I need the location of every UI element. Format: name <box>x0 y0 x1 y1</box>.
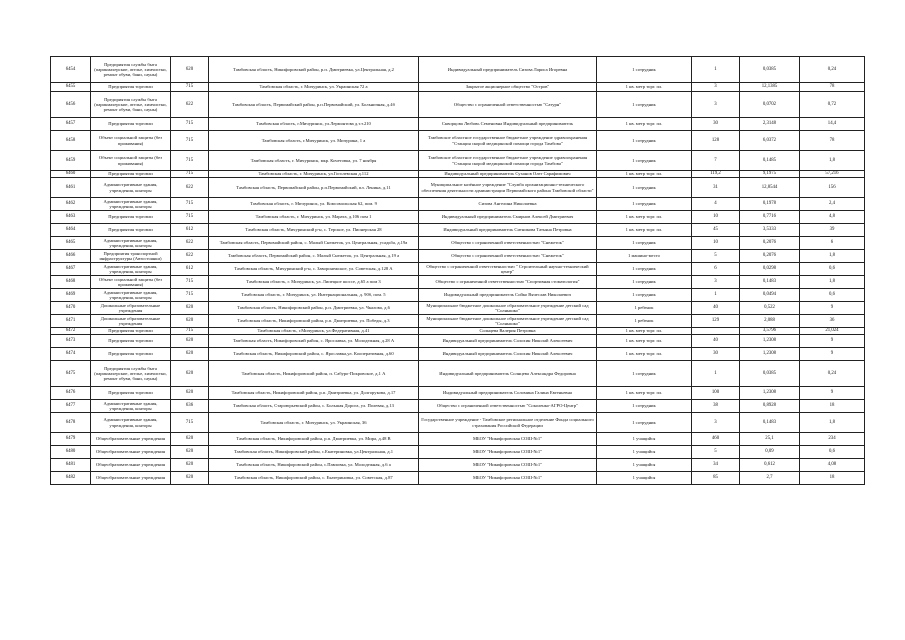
table-row <box>51 302 865 315</box>
norm-cell: 0,0385 <box>740 361 800 387</box>
code-cell: 715 <box>171 289 209 302</box>
unit-cell: 1 кв. метр торг. пл. <box>597 224 692 237</box>
unit-cell: 1 кв. метр торг. пл. <box>597 171 692 178</box>
owner-cell: Индивидуальный предприниматель Суханов Олег Сарафимович <box>419 171 597 178</box>
volume-cell: 39 <box>800 224 865 237</box>
norm-cell: 1,2308 <box>740 387 800 400</box>
norm-cell: 0,8928 <box>740 400 800 413</box>
data-table <box>50 56 865 485</box>
quantity-cell: 10 <box>692 237 740 250</box>
owner-cell: МБОУ "Никифоровская СОШ-№1" <box>419 433 597 446</box>
code-cell: 715 <box>171 328 209 335</box>
object-type-cell: Объект социальной защиты (без проживания) <box>91 151 171 171</box>
row-number-cell: 6474 <box>51 348 91 361</box>
table-row <box>51 131 865 151</box>
code-cell: 622 <box>171 237 209 250</box>
owner-cell: Индивидуальный предприниматель Солохин Николай Алексеевич <box>419 335 597 348</box>
unit-cell: 1 сотрудник <box>597 131 692 151</box>
table-row <box>51 224 865 237</box>
table-row <box>51 413 865 433</box>
row-number-cell: 6465 <box>51 237 91 250</box>
row-number-cell: 6459 <box>51 151 91 171</box>
unit-cell: 1 сотрудник <box>597 237 692 250</box>
table-row <box>51 276 865 289</box>
volume-cell: 9 <box>800 348 865 361</box>
row-number-cell: 6482 <box>51 472 91 485</box>
unit-cell: 1 кв. метр торг. пл. <box>597 348 692 361</box>
owner-cell: Индивидуальный предприниматель Ситникова Татьяна Петровна <box>419 224 597 237</box>
unit-cell: 1 учащийся <box>597 459 692 472</box>
code-cell: 715 <box>171 413 209 433</box>
unit-cell: 1 сотрудник <box>597 263 692 276</box>
table-row <box>51 387 865 400</box>
code-cell: 622 <box>171 92 209 118</box>
code-cell: 620 <box>171 57 209 83</box>
code-cell: 715 <box>171 83 209 92</box>
quantity-cell: 119,2 <box>692 171 740 178</box>
norm-cell: 9,1975 <box>740 171 800 178</box>
table-row <box>51 211 865 224</box>
address-cell: Тамбовская область, г. Мичуринск, ул. Марата, д.106 пом 1 <box>209 211 419 224</box>
object-type-cell: Предприятия торговли <box>91 83 171 92</box>
quantity-cell <box>692 328 740 335</box>
owner-cell: Муниципальное бюджетное дошкольное образовательное учреждение детский сад "Солнышко" <box>419 315 597 328</box>
table-row <box>51 178 865 198</box>
unit-cell: 1 сотрудник <box>597 289 692 302</box>
owner-cell: Муниципальное бюджетное дошкольное образовательное учреждение детский сад "Солнышко" <box>419 302 597 315</box>
norm-cell: 0,0494 <box>740 289 800 302</box>
unit-cell: 1 сотрудник <box>597 178 692 198</box>
address-cell: Тамбовская область, Никифоровский район, с.Екатериновка, ул.Центральная, д.1 <box>209 446 419 459</box>
quantity-cell: 129 <box>692 315 740 328</box>
volume-cell: 18 <box>800 472 865 485</box>
volume-cell: 1,8 <box>800 276 865 289</box>
unit-cell: 1 сотрудник <box>597 361 692 387</box>
address-cell: Тамбовская область, Никифоровский район, с.Павловка, ул. Молодежная, д.6 а <box>209 459 419 472</box>
object-type-cell: Дошкольные образовательные учреждения <box>91 315 171 328</box>
table-row <box>51 250 865 263</box>
owner-cell: Государственное учреждение - Тамбовское региональное отделение Фонда социального страхования Российской Федерации <box>419 413 597 433</box>
object-type-cell: Предприятия службы быта (парикмахерские, ателье, химчистки, ремонт обуви, бани, сауны) <box>91 57 171 83</box>
quantity-cell: 1 <box>692 361 740 387</box>
owner-cell: Сизова Ангелина Николаевна <box>419 198 597 211</box>
code-cell: 622 <box>171 250 209 263</box>
table-row <box>51 171 865 178</box>
owner-cell: Тамбовское областное государственное бюджетное учреждение здравоохранения "Станция скорой медицинской помощи города Тамбова" <box>419 131 597 151</box>
address-cell: Тамбовская область, Первомайский район, с. Малый Снежеток, ул. Центральная, д.19 а <box>209 250 419 263</box>
owner-cell: МБОУ "Никифоровская СОШ-№1" <box>419 459 597 472</box>
table-row <box>51 446 865 459</box>
row-number-cell: 6468 <box>51 276 91 289</box>
address-cell: Тамбовская область, г. Мичуринск, ул. Украинская, 36 <box>209 413 419 433</box>
unit-cell: 1 сотрудник <box>597 400 692 413</box>
owner-cell: Общество с ограниченной ответственностью "Сатурн" <box>419 92 597 118</box>
volume-cell: 2,4 <box>800 198 865 211</box>
norm-cell: 6,0372 <box>740 131 800 151</box>
address-cell: Тамбовская область, г. Мичуринск, мкр. Кочетовка, ул. 7 ноября <box>209 151 419 171</box>
row-number-cell: 6466 <box>51 250 91 263</box>
quantity-cell: 10 <box>692 211 740 224</box>
unit-cell: 1 ребенок <box>597 315 692 328</box>
address-cell: Тамбовская область, Никифоровский район, с. Ярославка,ул. Кооперативная, д.60 <box>209 348 419 361</box>
table-row <box>51 400 865 413</box>
norm-cell: 0,1483 <box>740 276 800 289</box>
owner-cell: Индивидуальный предприниматель Сизова Лариса Игоревна <box>419 57 597 83</box>
owner-cell: МБОУ "Никифоровская СОШ-№1" <box>419 472 597 485</box>
quantity-cell: 128 <box>692 131 740 151</box>
row-number-cell: 6457 <box>51 118 91 131</box>
address-cell: Тамбовская область, Староюрьевский район, с. Большая Дорога, ул. Полевая, д.13 <box>209 400 419 413</box>
object-type-cell: Предприятия торговли <box>91 335 171 348</box>
norm-cell: 0,522 <box>740 302 800 315</box>
code-cell: 715 <box>171 276 209 289</box>
owner-cell: Общество с ограниченной ответственностью " Строительный научно-технический центр" <box>419 263 597 276</box>
address-cell: Тамбовская область, г. Мичуринск, ул. Интернациональная, д. 90б, пом. 5 <box>209 289 419 302</box>
unit-cell: 1 кв. метр торг. пл. <box>597 211 692 224</box>
norm-cell: 0,2076 <box>740 250 800 263</box>
quantity-cell: 30 <box>692 348 740 361</box>
quantity-cell: 4 <box>692 198 740 211</box>
address-cell: Тамбовская область, Первомайский район, с. Малый Снежеток, ул. Центральная, усадьба, д.19а <box>209 237 419 250</box>
volume-cell: 0,6 <box>800 289 865 302</box>
norm-cell: 3,5333 <box>740 224 800 237</box>
quantity-cell: 38 <box>692 400 740 413</box>
row-number-cell: 6472 <box>51 328 91 335</box>
norm-cell: 0,1483 <box>740 413 800 433</box>
row-number-cell: 6473 <box>51 335 91 348</box>
norm-cell: 12,1385 <box>740 83 800 92</box>
owner-cell: Индивидуальный предприниматель Сойко Вячеслав Николаевич <box>419 289 597 302</box>
unit-cell: 1 сотрудник <box>597 276 692 289</box>
quantity-cell: 34 <box>692 459 740 472</box>
row-number-cell: 6464 <box>51 224 91 237</box>
row-number-cell: 6458 <box>51 131 91 151</box>
table-row <box>51 433 865 446</box>
quantity-cell: 30 <box>692 118 740 131</box>
table-row <box>51 348 865 361</box>
object-type-cell: Предприятия торговли <box>91 348 171 361</box>
quantity-cell: 5 <box>692 250 740 263</box>
row-number-cell: 6470 <box>51 302 91 315</box>
object-type-cell: Предприятия службы быта (парикмахерские, ателье, химчистки, ремонт обуви, бани, сауны) <box>91 361 171 387</box>
owner-cell: Общество с ограниченной ответственностью "Снежеток" <box>419 250 597 263</box>
address-cell: Тамбовская область, г.Мичуринск, ул.Федеративная, д.41 <box>209 328 419 335</box>
row-number-cell: 6455 <box>51 83 91 92</box>
row-number-cell: 6481 <box>51 459 91 472</box>
object-type-cell: Предприятия торговли <box>91 118 171 131</box>
row-number-cell: 6475 <box>51 361 91 387</box>
table-row <box>51 263 865 276</box>
row-number-cell: 6469 <box>51 289 91 302</box>
address-cell: Тамбовская область, Первомайский район, р.п.Первомайский, пл. Ленина, д.11 <box>209 178 419 198</box>
volume-cell: 156 <box>800 178 865 198</box>
quantity-cell: 1 <box>692 57 740 83</box>
code-cell: 715 <box>171 198 209 211</box>
unit-cell: 1 машино-место <box>597 250 692 263</box>
quantity-cell: 460 <box>692 433 740 446</box>
object-type-cell: Общеобразовательные учреждения <box>91 472 171 485</box>
address-cell: Тамбовская область, Мичуринский р-н, с. Заворонежское, ул. Советская, д.128 А <box>209 263 419 276</box>
row-number-cell: 6454 <box>51 57 91 83</box>
owner-cell: Муниципальное казённое учреждение "Служба организационно-технического обеспечения деятельности администрации Первомайского района Тамбовской области" <box>419 178 597 198</box>
norm-cell: 12,8544 <box>740 178 800 198</box>
object-type-cell: Объект социальной защиты (без проживания) <box>91 276 171 289</box>
table-row <box>51 335 865 348</box>
address-cell: Тамбовская область, г.Мичуринск, ул.Лермонтова д.т.т.210 <box>209 118 419 131</box>
quantity-cell: 3 <box>692 413 740 433</box>
code-cell: 612 <box>171 263 209 276</box>
object-type-cell: Предприятия торговли <box>91 211 171 224</box>
owner-cell: Индивидуальный предприниматель Солохин Николай Алексеевич <box>419 348 597 361</box>
volume-cell: 0,6 <box>800 446 865 459</box>
unit-cell: 1 сотрудник <box>597 413 692 433</box>
code-cell: 620 <box>171 315 209 328</box>
code-cell: 715 <box>171 171 209 178</box>
owner-cell: Индивидуальный предприниматель Соломина Галина Евгеньевна <box>419 387 597 400</box>
row-number-cell: 6461 <box>51 178 91 198</box>
code-cell: 715 <box>171 118 209 131</box>
volume-cell: 9 <box>800 302 865 315</box>
object-type-cell: Предприятия службы быта (парикмахерские, ателье, химчистки, ремонт обуви, бани, сауны) <box>91 92 171 118</box>
unit-cell: 1 кв. метр торг. пл. <box>597 387 692 400</box>
owner-cell: Индивидуальный предприниматель Солнцева Александра Федоровна <box>419 361 597 387</box>
object-type-cell: Объект социальной защиты (без проживания) <box>91 131 171 151</box>
code-cell: 620 <box>171 348 209 361</box>
volume-cell: 0,72 <box>800 92 865 118</box>
quantity-cell: 3 <box>692 92 740 118</box>
unit-cell: 1 кв. метр торг. пл. <box>597 335 692 348</box>
object-type-cell: Административные здания, учреждения, конторы <box>91 263 171 276</box>
code-cell: 715 <box>171 211 209 224</box>
code-cell: 715 <box>171 131 209 151</box>
row-number-cell: 6462 <box>51 198 91 211</box>
row-number-cell: 6477 <box>51 400 91 413</box>
quantity-cell: 5 <box>692 446 740 459</box>
volume-cell: 36 <box>800 315 865 328</box>
object-type-cell: Административные здания, учреждения, конторы <box>91 198 171 211</box>
object-type-cell: Предприятия торговли <box>91 328 171 335</box>
unit-cell: 1 сотрудник <box>597 92 692 118</box>
quantity-cell: 85 <box>692 472 740 485</box>
object-type-cell: Общеобразовательные учреждения <box>91 446 171 459</box>
quantity-cell: 40 <box>692 335 740 348</box>
address-cell: Тамбовская область, Никифоровский район, р.п. Дмитриевка, ул. Мира, д.48 В <box>209 433 419 446</box>
volume-cell: 57,216 <box>800 171 865 178</box>
norm-cell: 0,09 <box>740 446 800 459</box>
code-cell: 620 <box>171 335 209 348</box>
quantity-cell: 45 <box>692 224 740 237</box>
unit-cell: 1 ребенок <box>597 302 692 315</box>
volume-cell: 1,8 <box>800 151 865 171</box>
quantity-cell: 7 <box>692 151 740 171</box>
code-cell: 620 <box>171 459 209 472</box>
table-row <box>51 289 865 302</box>
unit-cell: 1 кв. метр торг. пл. <box>597 118 692 131</box>
address-cell: Тамбовская область, Никифоровский район, р.п. Дмитриевка, ул.Центральная, д.2 <box>209 57 419 83</box>
quantity-cell: 100 <box>692 387 740 400</box>
table-row <box>51 92 865 118</box>
norm-cell: 25,1 <box>740 433 800 446</box>
code-cell: 620 <box>171 302 209 315</box>
quantity-cell: 40 <box>692 302 740 315</box>
address-cell: Тамбовская область, Первомайский район, р.п.Первомайский, ул. Больничная, д.4б <box>209 92 419 118</box>
unit-cell: 1 кв. метр торг. пл. <box>597 328 692 335</box>
volume-cell: 0,6 <box>800 263 865 276</box>
volume-cell: 4,8 <box>800 211 865 224</box>
row-number-cell: 6479 <box>51 433 91 446</box>
table-body <box>51 57 865 485</box>
norm-cell: 3,5796 <box>740 328 800 335</box>
code-cell: 620 <box>171 433 209 446</box>
row-number-cell: 6480 <box>51 446 91 459</box>
object-type-cell: Предприятия торговли <box>91 224 171 237</box>
object-type-cell: Административные здания, учреждения, конторы <box>91 413 171 433</box>
row-number-cell: 6471 <box>51 315 91 328</box>
unit-cell: 1 учащийся <box>597 433 692 446</box>
address-cell: Тамбовская область, Никифоровский район, р.п. Дмитриевка, ул. Победы, д.3 <box>209 315 419 328</box>
address-cell: Тамбовская область, г. Мичуринск, ул.Гоголевская д.112 <box>209 171 419 178</box>
address-cell: Тамбовская область, г. Мичуринск, ул. Липецкое шоссе, д.65 а пом 3 <box>209 276 419 289</box>
norm-cell: 0,0702 <box>740 92 800 118</box>
address-cell: Тамбовская область, Мичуринский р-н, с. Терское, ул. Пионерская 28 <box>209 224 419 237</box>
object-type-cell: Дошкольные образовательные учреждения <box>91 302 171 315</box>
norm-cell: 1,2308 <box>740 335 800 348</box>
owner-cell: Солнцева Валерия Петровна <box>419 328 597 335</box>
quantity-cell: 31 <box>692 178 740 198</box>
code-cell: 620 <box>171 361 209 387</box>
table-row <box>51 459 865 472</box>
owner-cell: МБОУ "Никифоровская СОШ-№1" <box>419 446 597 459</box>
owner-cell: Общество с ограниченной ответственностью "Соколенко-АГРО-Центр" <box>419 400 597 413</box>
norm-cell: 0,1978 <box>740 198 800 211</box>
object-type-cell: Административные здания, учреждения, конторы <box>91 237 171 250</box>
owner-cell: Скворцова Любовь Семеновна Индивидуальный предприниматель <box>419 118 597 131</box>
table-row <box>51 118 865 131</box>
object-type-cell: Предприятия транспортной инфраструктуры (Автостоянки) <box>91 250 171 263</box>
volume-cell: 1,8 <box>800 250 865 263</box>
table-row <box>51 315 865 328</box>
norm-cell: 0,1485 <box>740 151 800 171</box>
code-cell: 636 <box>171 400 209 413</box>
row-number-cell: 6463 <box>51 211 91 224</box>
address-cell: Тамбовская область, г.Мичуринск, ул. Мичурина, 1 а <box>209 131 419 151</box>
unit-cell: 1 кв. метр торг. пл. <box>597 83 692 92</box>
object-type-cell: Административные здания, учреждения, конторы <box>91 289 171 302</box>
norm-cell: 0,0298 <box>740 263 800 276</box>
address-cell: Тамбовская область, Никифоровский район, с. Екатериновка, ул. Советская, д.87 <box>209 472 419 485</box>
address-cell: Тамбовская область, Никифоровский район, р.п. Дмитриевка, ул. Чкалова, д.6 <box>209 302 419 315</box>
table-row <box>51 151 865 171</box>
table-row <box>51 328 865 335</box>
address-cell: Тамбовская область, г. Мичуринск, ул. Комсомольская 62, пом. 9 <box>209 198 419 211</box>
unit-cell: 1 сотрудник <box>597 57 692 83</box>
table-row <box>51 472 865 485</box>
norm-cell: 2,3148 <box>740 118 800 131</box>
address-cell: Тамбовская область, г. Мичуринск, ул. Украинская 72 а <box>209 83 419 92</box>
code-cell: 620 <box>171 446 209 459</box>
norm-cell: 2,088 <box>740 315 800 328</box>
object-type-cell: Административные здания, учреждения, конторы <box>91 400 171 413</box>
quantity-cell: 6 <box>692 263 740 276</box>
row-number-cell: 6476 <box>51 387 91 400</box>
norm-cell: 0,2076 <box>740 237 800 250</box>
code-cell: 715 <box>171 151 209 171</box>
volume-cell: 234 <box>800 433 865 446</box>
norm-cell: 0,0385 <box>740 57 800 83</box>
code-cell: 612 <box>171 224 209 237</box>
address-cell: Тамбовская область, Никифоровский район, р.п. Дмитриевка, ул. Долгорукова, д.17 <box>209 387 419 400</box>
table-row <box>51 237 865 250</box>
owner-cell: Тамбовское областное государственное бюджетное учреждение здравоохранения "Станция скорой медицинской помощи города Тамбова" <box>419 151 597 171</box>
volume-cell: 0,24 <box>800 361 865 387</box>
volume-cell: 18 <box>800 400 865 413</box>
volume-cell: 21,024 <box>800 328 865 335</box>
volume-cell: 14,4 <box>800 118 865 131</box>
object-type-cell: Предприятия торговли <box>91 171 171 178</box>
owner-cell: Общество с ограниченной ответственностью "Снежеток" <box>419 237 597 250</box>
table-row <box>51 83 865 92</box>
unit-cell: 1 учащийся <box>597 472 692 485</box>
object-type-cell: Общеобразовательные учреждения <box>91 433 171 446</box>
address-cell: Тамбовская область, Никифоровский район, с. Ярославка, ул. Молодежная, д.28 А <box>209 335 419 348</box>
volume-cell: 9 <box>800 387 865 400</box>
row-number-cell: 6478 <box>51 413 91 433</box>
object-type-cell: Предприятия торговли <box>91 387 171 400</box>
quantity-cell: 3 <box>692 276 740 289</box>
volume-cell: 78 <box>800 131 865 151</box>
document-page <box>50 56 864 485</box>
volume-cell: 9 <box>800 335 865 348</box>
volume-cell: 1,8 <box>800 413 865 433</box>
volume-cell: 0,24 <box>800 57 865 83</box>
row-number-cell: 6456 <box>51 92 91 118</box>
volume-cell: 6 <box>800 237 865 250</box>
norm-cell: 1,2308 <box>740 348 800 361</box>
norm-cell: 0,612 <box>740 459 800 472</box>
code-cell: 622 <box>171 178 209 198</box>
address-cell: Тамбовская область, Никифоровский район, п. Сабуро-Покровское, д.1 А <box>209 361 419 387</box>
row-number-cell: 6467 <box>51 263 91 276</box>
norm-cell: 0,7716 <box>740 211 800 224</box>
volume-cell: 4,08 <box>800 459 865 472</box>
quantity-cell: 3 <box>692 83 740 92</box>
volume-cell: 78 <box>800 83 865 92</box>
owner-cell: Закрытое акционерное общество "Остров" <box>419 83 597 92</box>
unit-cell: 1 сотрудник <box>597 198 692 211</box>
norm-cell: 2,7 <box>740 472 800 485</box>
object-type-cell: Административные здания, учреждения, конторы <box>91 178 171 198</box>
object-type-cell: Общеобразовательные учреждения <box>91 459 171 472</box>
owner-cell: Индивидуальный предприниматель Смирнов Алексей Дмитриевич <box>419 211 597 224</box>
unit-cell: 1 сотрудник <box>597 151 692 171</box>
code-cell: 620 <box>171 387 209 400</box>
row-number-cell: 6460 <box>51 171 91 178</box>
table-row <box>51 198 865 211</box>
table-row <box>51 57 865 83</box>
unit-cell: 1 учащийся <box>597 446 692 459</box>
owner-cell: Общество с ограниченной ответственностью "Спортивная стоматология" <box>419 276 597 289</box>
code-cell: 620 <box>171 472 209 485</box>
table-row <box>51 361 865 387</box>
quantity-cell: 1 <box>692 289 740 302</box>
